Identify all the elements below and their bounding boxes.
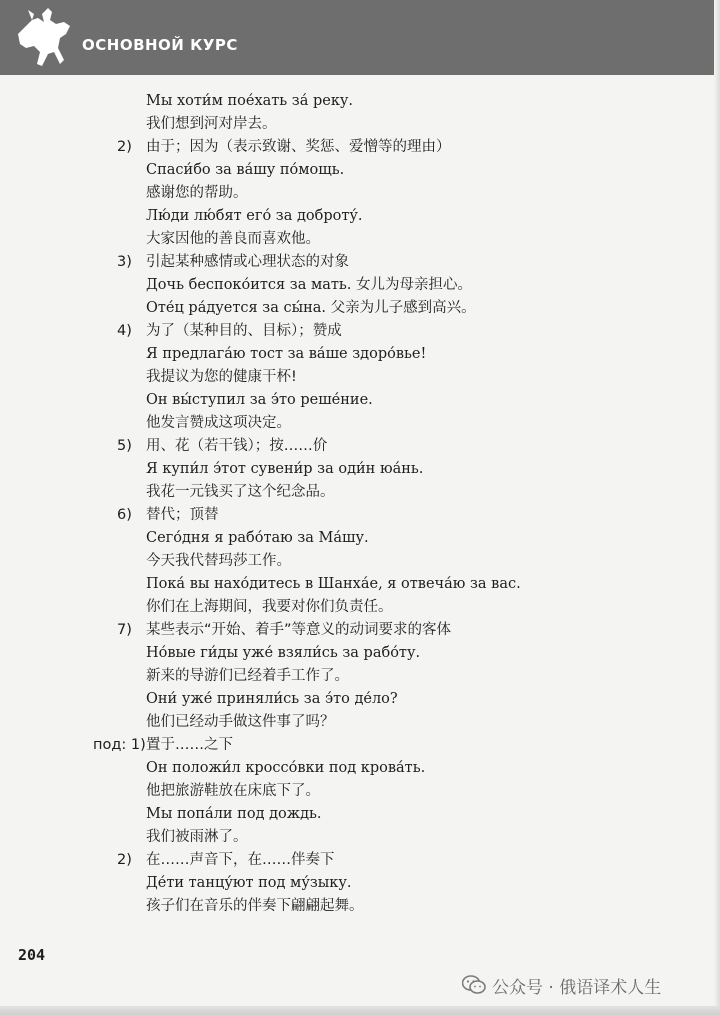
- example-translation: 我提议为您的健康干杯!: [146, 369, 297, 385]
- example-translation: 今天我代替玛莎工作。: [146, 553, 291, 569]
- example-translation: 感谢您的帮助。: [146, 185, 248, 201]
- example-sentence: Сего́дня я рабо́таю за Ма́шу.: [146, 530, 369, 546]
- example-translation: 他发言赞成这项决定。: [146, 415, 291, 431]
- example-translation: 我花一元钱买了这个纪念品。: [146, 484, 335, 500]
- sense-definition: 某些表示“开始、着手”等意义的动词要求的客体: [146, 622, 452, 638]
- example-sentence: Лю́ди лю́бят его́ за доброту́.: [146, 208, 363, 224]
- sense-definition: 替代；顶替: [146, 507, 219, 523]
- example-sentence: Он вы́ступил за э́то реше́ние.: [146, 392, 373, 408]
- example-translation: 我们想到河对岸去。: [146, 116, 277, 132]
- sense-definition: 引起某种感情或心理状态的对象: [146, 254, 349, 270]
- example-sentence: Но́вые ги́ды уже́ взяли́сь за рабо́ту.: [146, 645, 421, 661]
- example-translation: 他把旅游鞋放在床底下了。: [146, 783, 320, 799]
- watermark-text: 公众号 · 俄语译术人生: [492, 977, 662, 998]
- example-sentence: Мы хоти́м пое́хать за́ реку.: [146, 93, 354, 109]
- example-sentence: Они́ уже́ приняли́сь за э́то де́ло?: [146, 691, 398, 707]
- example-translation: 你们在上海期间，我要对你们负责任。: [146, 599, 393, 615]
- example-sentence: Де́ти танцу́ют под му́зыку.: [146, 875, 352, 891]
- example-sentence: Спаси́бо за ва́шу по́мощь.: [146, 162, 345, 178]
- example-sentence: Мы попа́ли под дождь.: [146, 806, 322, 822]
- example-translation: 他们已经动手做这件事了吗？: [146, 714, 335, 730]
- sense-number: 2): [117, 852, 132, 868]
- sense-number: 6): [117, 507, 132, 523]
- sense-number: под: 1): [93, 737, 146, 753]
- sense-number: 3): [117, 254, 132, 270]
- sense-definition: 由于；因为（表示致谢、奖惩、爱憎等的理由）: [146, 139, 451, 155]
- sense-definition: 置于……之下: [146, 737, 233, 753]
- sense-definition: 为了（某种目的、目标）；赞成: [146, 323, 342, 339]
- page-number: 204: [18, 946, 46, 964]
- header-title: ОСНОВНОЙ КУРС: [82, 36, 238, 54]
- example-translation: 大家因他的善良而喜欢他。: [146, 231, 320, 247]
- example-translation: 孩子们在音乐的伴奏下翩翩起舞。: [146, 898, 364, 914]
- sense-number: 2): [117, 139, 132, 155]
- sense-definition: 用、花（若干钱）；按……价: [146, 438, 328, 454]
- example-sentence: Я предлага́ю тост за ва́ше здоро́вье!: [146, 346, 427, 362]
- example-translation: 我们被雨淋了。: [146, 829, 248, 845]
- page-bottom-bar: [0, 1006, 720, 1015]
- sense-number: 5): [117, 438, 132, 454]
- example-sentence: Пока́ вы нахо́дитесь в Шанха́е, я отвеча́ю за вас.: [146, 576, 521, 592]
- example-sentence: Я купи́л э́тот сувени́р за оди́н юа́нь.: [146, 461, 424, 477]
- example-translation: 新来的导游们已经着手工作了。: [146, 668, 349, 684]
- sense-number: 7): [117, 622, 132, 638]
- example-sentence: Дочь беспоко́ится за мать. 女儿为母亲担心。: [146, 277, 473, 293]
- example-sentence: Оте́ц ра́дуется за сы́на. 父亲为儿子感到高兴。: [146, 300, 476, 316]
- sense-definition: 在……声音下，在……伴奏下: [146, 852, 335, 868]
- watermark: [462, 973, 661, 997]
- sense-number: 4): [117, 323, 132, 339]
- wechat-icon: [462, 975, 486, 995]
- example-sentence: Он положи́л кроссо́вки под крова́ть.: [146, 760, 426, 776]
